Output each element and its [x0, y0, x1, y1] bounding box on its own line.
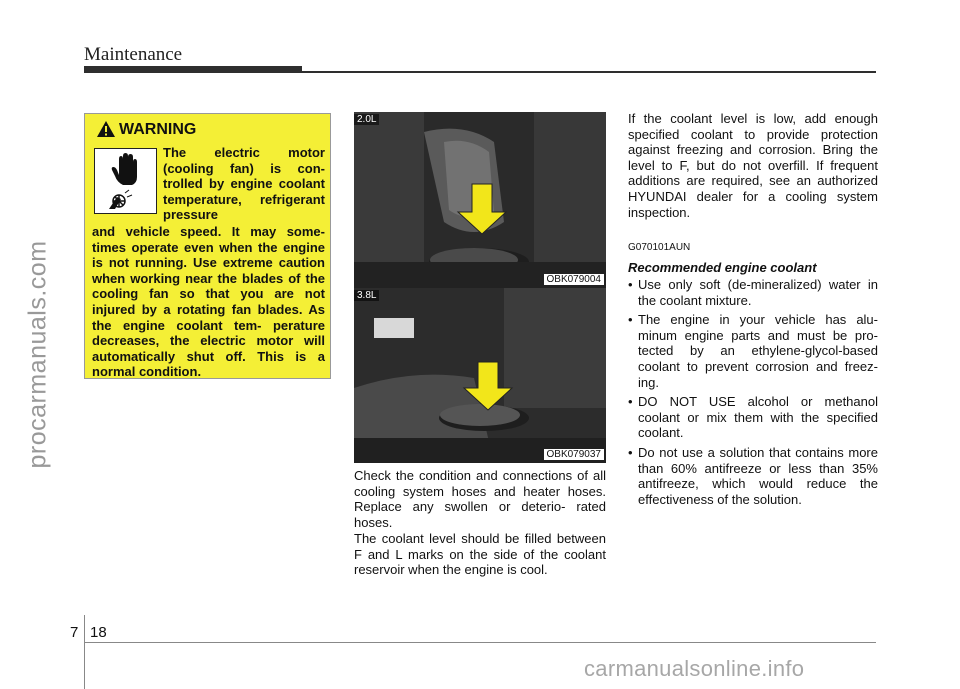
engine-photo-2-0l: [354, 112, 606, 288]
page-number: 18: [90, 624, 107, 641]
header-rule-thick: [84, 66, 302, 73]
photo-label: 2.0L: [354, 114, 379, 125]
list-item: • The engine in your vehicle has alu- minum engine parts and must be pro- tected by an ethylene-glycol-based coolant to prevent corrosion and freez- ing.: [628, 312, 878, 390]
list-item: • DO NOT USE alcohol or methanol coolant or mix them with the specified coolant.: [628, 394, 878, 441]
warning-lead-text: The electric motor (cooling fan) is con- trolled by engine coolant temperature, refrigerant pressure: [163, 145, 325, 223]
warning-title: WARNING: [119, 121, 197, 138]
photo-code: OBK079004: [544, 274, 605, 285]
hose-check-paragraph: Check the condition and connections of all cooling system hoses and heater hoses. Replace any swollen or deterio- rated hoses.: [354, 468, 606, 530]
warning-body-text: and vehicle speed. It may some- times operate even when the engine is not running. Use extreme caution when working near the blades of the cooling fan so that you are not injured by a rotating fan blades. As the engine coolant tem- perature decreases, the electric motor will automatically shut off. This is a normal condition.: [92, 224, 325, 380]
section-code: G070101AUN: [628, 242, 691, 253]
side-watermark: procarmanuals.com: [23, 240, 52, 469]
coolant-bullet-list: [628, 277, 878, 511]
hand-stop-icon: [95, 149, 156, 213]
footer-divider: [84, 615, 85, 689]
header-rule-thin: [300, 71, 876, 73]
engine-photo-3-8l: [354, 288, 606, 463]
coolant-level-paragraph: The coolant level should be filled between F and L marks on the side of the coolant reservoir when the engine is cool.: [354, 531, 606, 578]
list-item: • Do not use a solution that contains more than 60% antifreeze or less than 35% antifreeze, which would reduce the effectiveness of the solution.: [628, 445, 878, 507]
warning-pictogram: [94, 148, 157, 214]
photo-code: OBK079037: [544, 449, 605, 460]
low-coolant-paragraph: If the coolant level is low, add enough specified coolant to provide protection against freezing and corrosion. Bring the level to F, but do not overfill. If frequent additions are required, see an authorized HYUNDAI dealer for a cooling system inspection.: [628, 111, 878, 220]
page-header-title: Maintenance: [84, 44, 183, 65]
chapter-number: 7: [70, 624, 79, 641]
footer-rule: [84, 642, 876, 643]
photo-label: 3.8L: [354, 290, 379, 301]
recommended-coolant-heading: Recommended engine coolant: [628, 260, 817, 275]
warning-triangle-icon: [96, 120, 116, 138]
bottom-watermark: carmanualsonline.info: [584, 656, 805, 681]
list-item: • Use only soft (de-mineralized) water in the coolant mixture.: [628, 277, 878, 308]
